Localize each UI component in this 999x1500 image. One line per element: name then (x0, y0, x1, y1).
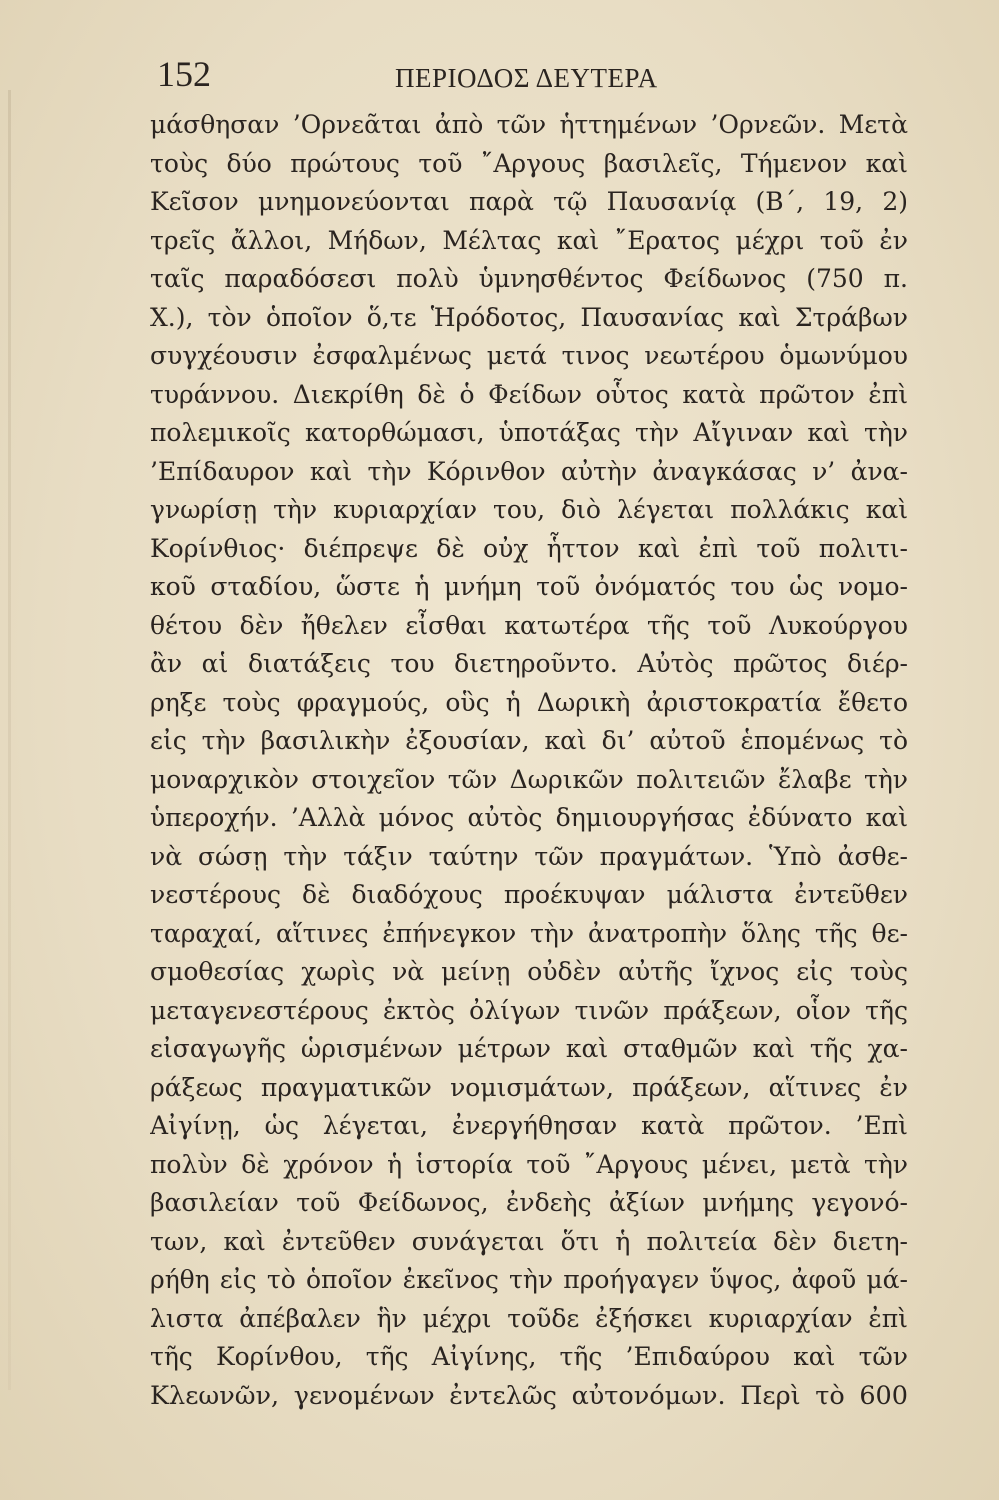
text-line: τῆς Κορίνθου, τῆς Αἰγίνης, τῆς ’Επιδαύρου καὶ τῶν (150, 1342, 908, 1371)
text-line: συγχέουσιν ἐσφαλμένως μετά τινος νεωτέρου ὁμωνύμου (150, 341, 908, 370)
page-edge-shadow (8, 90, 11, 1390)
text-line: Κλεωνῶν, γενομένων ἐντελῶς αὐτονόμων. Περὶ τὸ 600 (150, 1380, 908, 1411)
text-line: βασιλείαν τοῦ Φείδωνος, ἐνδεὴς ἀξίων μνήμης γεγονό- (150, 1188, 908, 1217)
text-line: λιστα ἀπέβαλεν ἣν μέχρι τοῦδε ἐξήσκει κυριαρχίαν ἐπὶ (150, 1303, 908, 1333)
text-line: γνωρίσῃ τὴν κυριαρχίαν του, διὸ λέγεται πολλάκις καὶ (150, 495, 908, 524)
text-line: ὑπεροχήν. ’Αλλὰ μόνος αὐτὸς δημιουργήσας ἐδύνατο καὶ (150, 803, 908, 832)
running-head: ΠΕΡΙΟΔΟΣ ΔΕΥΤΕΡΑ (395, 63, 658, 93)
text-line: πολὺν δὲ χρόνον ἡ ἱστορία τοῦ ῎Αργους μένει, μετὰ τὴν (150, 1149, 908, 1179)
text-line: Κορίνθιος· διέπρεψε δὲ οὐχ ἧττον καὶ ἐπὶ τοῦ πολιτι- (150, 533, 908, 563)
text-line: κοῦ σταδίου, ὥστε ἡ μνήμη τοῦ ὀνόματός του ὡς νομο- (150, 572, 908, 601)
text-line: ράξεως πραγματικῶν νομισμάτων, πράξεων, αἵτινες ἐν (150, 1072, 908, 1102)
text-line: νὰ σώσῃ τὴν τάξιν ταύτην τῶν πραγμάτων. Ὑπὸ ἀσθε- (150, 841, 908, 871)
text-line: Αἰγίνῃ, ὡς λέγεται, ἐνεργήθησαν κατὰ πρῶτον. ’Επὶ (150, 1111, 908, 1140)
text-line: των, καὶ ἐντεῦθεν συνάγεται ὅτι ἡ πολιτεία δὲν διετη- (150, 1226, 908, 1256)
text-line: Χ.), τὸν ὁποῖον ὅ,τε Ἡρόδοτος, Παυσανίας καὶ Στράβων (150, 302, 908, 332)
text-line: Κεῖσον μνημονεύονται παρὰ τῷ Παυσανίᾳ (Β΄, 19, 2) (150, 187, 908, 216)
text-line: πολεμικοῖς κατορθώμασι, ὑποτάξας τὴν Αἴγιναν καὶ τὴν (150, 418, 908, 447)
text-line: τοὺς δύο πρώτους τοῦ ῎Αργους βασιλεῖς, Τήμενον καὶ (150, 148, 908, 178)
page-header (157, 52, 917, 102)
text-line: μάσθησαν ’Ορνεᾶται ἀπὸ τῶν ἡττημένων ’Ορνεῶν. Μετὰ (150, 110, 908, 139)
page-number: 152 (157, 54, 211, 94)
text-line: ’Επίδαυρον καὶ τὴν Κόρινθον αὐτὴν ἀναγκάσας ν’ ἀνα- (150, 456, 908, 486)
text-line: μεταγενεστέρους ἐκτὸς ὀλίγων τινῶν πράξεων, οἷον τῆς (150, 995, 908, 1025)
text-line: ταραχαί, αἵτινες ἐπήνεγκον τὴν ἀνατροπὴν ὅλης τῆς θε- (150, 918, 908, 948)
text-line: εἰσαγωγῆς ὡρισμένων μέτρων καὶ σταθμῶν καὶ τῆς χα- (150, 1034, 908, 1063)
text-line: μοναρχικὸν στοιχεῖον τῶν Δωρικῶν πολιτειῶν ἔλαβε τὴν (150, 764, 908, 794)
text-line: ρηξε τοὺς φραγμούς, οὓς ἡ Δωρικὴ ἀριστοκρατία ἔθετο (150, 687, 908, 717)
body-text (150, 106, 908, 1415)
text-line: θέτου δὲν ἤθελεν εἶσθαι κατωτέρα τῆς τοῦ Λυκούργου (150, 610, 908, 640)
text-line: ἂν αἱ διατάξεις του διετηροῦντο. Αὐτὸς πρῶτος διέρ- (150, 649, 908, 678)
text-line: τρεῖς ἄλλοι, Μήδων, Μέλτας καὶ ῎Ερατος μέχρι τοῦ ἐν (150, 225, 908, 255)
text-line: σμοθεσίας χωρὶς νὰ μείνῃ οὐδὲν αὐτῆς ἴχνος εἰς τοὺς (150, 957, 908, 986)
text-line: τυράννου. Διεκρίθη δὲ ὁ Φείδων οὗτος κατὰ πρῶτον ἐπὶ (150, 379, 908, 409)
text-line: ταῖς παραδόσεσι πολὺ ὑμνησθέντος Φείδωνος (750 π. (150, 264, 908, 293)
text-line: νεστέρους δὲ διαδόχους προέκυψαν μάλιστα ἐντεῦθεν (150, 880, 908, 909)
text-line: εἰς τὴν βασιλικὴν ἐξουσίαν, καὶ δι’ αὐτοῦ ἑπομένως τὸ (150, 726, 908, 755)
text-line: ρήθη εἰς τὸ ὁποῖον ἐκεῖνος τὴν προήγαγεν ὕψος, ἀφοῦ μά- (150, 1265, 908, 1294)
